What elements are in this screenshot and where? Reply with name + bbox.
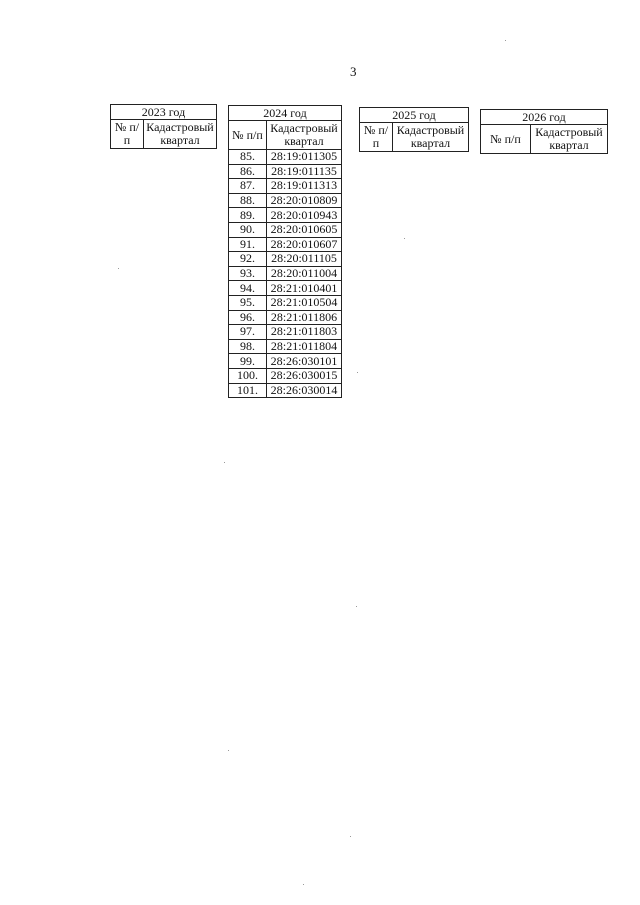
table-2025 bbox=[359, 107, 469, 152]
table-row bbox=[229, 237, 342, 252]
column-header-cadastral-quarter: Кадастровый квартал bbox=[267, 121, 342, 150]
scan-speck bbox=[118, 268, 119, 269]
column-header-number: № п/п bbox=[111, 120, 144, 149]
column-header-cadastral-quarter: Кадастровый квартал bbox=[393, 123, 469, 152]
table-2026 bbox=[480, 109, 608, 154]
table-row bbox=[229, 339, 342, 354]
table-year-title: 2025 год bbox=[360, 108, 469, 123]
table-row bbox=[229, 252, 342, 267]
row-number: 87. bbox=[229, 179, 267, 194]
cadastral-quarter: 28:19:011313 bbox=[267, 179, 342, 194]
column-header-number: № п/п bbox=[229, 121, 267, 150]
row-number: 96. bbox=[229, 310, 267, 325]
table-row bbox=[229, 222, 342, 237]
table-row bbox=[229, 164, 342, 179]
table-row bbox=[229, 383, 342, 398]
scan-speck bbox=[404, 238, 405, 239]
cadastral-quarter: 28:21:011806 bbox=[267, 310, 342, 325]
row-number: 97. bbox=[229, 325, 267, 340]
table-row bbox=[229, 150, 342, 165]
cadastral-quarter: 28:20:011004 bbox=[267, 266, 342, 281]
table-2023 bbox=[110, 104, 217, 149]
cadastral-quarter: 28:21:010401 bbox=[267, 281, 342, 296]
table-row bbox=[229, 325, 342, 340]
scan-speck bbox=[350, 836, 351, 837]
table-row bbox=[229, 193, 342, 208]
cadastral-quarter: 28:21:011803 bbox=[267, 325, 342, 340]
cadastral-quarter: 28:26:030015 bbox=[267, 368, 342, 383]
cadastral-quarter: 28:26:030101 bbox=[267, 354, 342, 369]
table-2024 bbox=[228, 105, 342, 398]
cadastral-quarter: 28:21:011804 bbox=[267, 339, 342, 354]
cadastral-quarter: 28:26:030014 bbox=[267, 383, 342, 398]
row-number: 93. bbox=[229, 266, 267, 281]
scan-speck bbox=[228, 750, 229, 751]
table-row bbox=[229, 354, 342, 369]
cadastral-quarter: 28:21:010504 bbox=[267, 295, 342, 310]
row-number: 98. bbox=[229, 339, 267, 354]
table-row bbox=[229, 310, 342, 325]
table-row bbox=[229, 208, 342, 223]
row-number: 89. bbox=[229, 208, 267, 223]
cadastral-quarter: 28:19:011305 bbox=[267, 150, 342, 165]
table-year-title: 2023 год bbox=[111, 105, 217, 120]
cadastral-quarter: 28:20:010943 bbox=[267, 208, 342, 223]
page-number: 3 bbox=[350, 64, 357, 79]
cadastral-quarter: 28:20:011105 bbox=[267, 252, 342, 267]
table-row bbox=[229, 368, 342, 383]
row-number: 101. bbox=[229, 383, 267, 398]
row-number: 86. bbox=[229, 164, 267, 179]
table-row bbox=[229, 266, 342, 281]
table-year-title: 2024 год bbox=[229, 106, 342, 121]
row-number: 88. bbox=[229, 193, 267, 208]
scan-speck bbox=[356, 606, 357, 607]
table-body bbox=[229, 150, 342, 398]
table-row bbox=[229, 281, 342, 296]
row-number: 92. bbox=[229, 252, 267, 267]
scan-speck bbox=[357, 372, 358, 373]
row-number: 90. bbox=[229, 222, 267, 237]
cadastral-quarter: 28:20:010605 bbox=[267, 222, 342, 237]
column-header-number: № п/п bbox=[481, 125, 531, 154]
scan-speck bbox=[303, 884, 304, 885]
row-number: 95. bbox=[229, 295, 267, 310]
row-number: 91. bbox=[229, 237, 267, 252]
column-header-cadastral-quarter: Кадастровый квартал bbox=[531, 125, 608, 154]
cadastral-quarter: 28:20:010809 bbox=[267, 193, 342, 208]
column-header-number: № п/п bbox=[360, 123, 393, 152]
column-header-cadastral-quarter: Кадастровый квартал bbox=[144, 120, 217, 149]
table-year-title: 2026 год bbox=[481, 110, 608, 125]
table-row bbox=[229, 179, 342, 194]
row-number: 85. bbox=[229, 150, 267, 165]
row-number: 94. bbox=[229, 281, 267, 296]
cadastral-quarter: 28:19:011135 bbox=[267, 164, 342, 179]
row-number: 99. bbox=[229, 354, 267, 369]
scan-speck bbox=[505, 40, 506, 41]
cadastral-quarter: 28:20:010607 bbox=[267, 237, 342, 252]
row-number: 100. bbox=[229, 368, 267, 383]
table-row bbox=[229, 295, 342, 310]
scan-speck bbox=[224, 462, 225, 463]
